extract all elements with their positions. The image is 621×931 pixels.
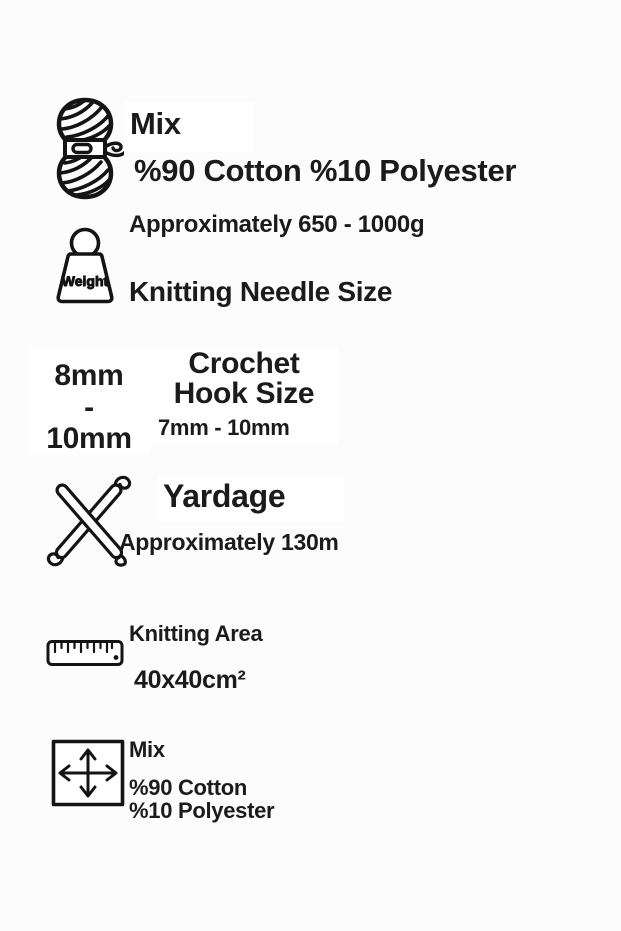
expand-arrows-icon <box>51 739 125 807</box>
yarn-skein-icon <box>46 96 124 200</box>
knitting-area-title: Knitting Area <box>129 621 263 646</box>
fiber-subtitle: %90 Cotton %10 Polyester <box>134 153 517 188</box>
dimensions-title: Mix <box>129 737 165 762</box>
yardage-value: Approximately 130m <box>119 529 339 555</box>
weight-icon-label: Weight <box>61 273 109 289</box>
weight-icon <box>46 226 124 308</box>
knitting-area-value: 40x40cm² <box>134 666 246 694</box>
hook-size-title: Crochet Hook Size <box>173 347 315 410</box>
weight-range: Approximately 650 - 1000g <box>129 211 425 238</box>
hook-size-range: 8mm - 10mm <box>46 359 132 455</box>
dimensions-value: %90 Cotton %10 Polyester <box>129 775 275 824</box>
yardage-title: Yardage <box>163 478 286 514</box>
hook-size-value: 7mm - 10mm <box>158 415 290 440</box>
ruler-icon <box>46 638 124 668</box>
fiber-title: Mix <box>130 106 181 141</box>
needle-size-heading: Knitting Needle Size <box>129 276 393 307</box>
